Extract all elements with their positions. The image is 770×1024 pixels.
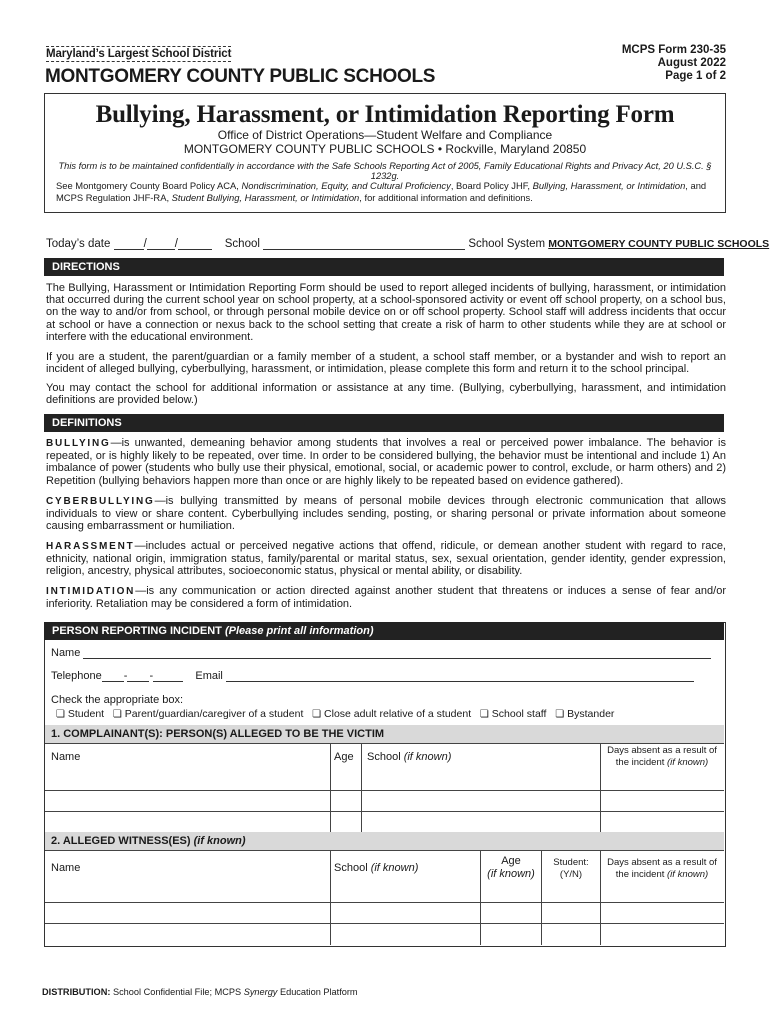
witness-days-header [602, 857, 722, 880]
checkbox-icon: ❏ [479, 709, 489, 720]
definition-text: —is unwanted, demeaning behavior among students that involves a real or perceived power imbalance. The behavior is repeated, or is highly likely to be repeated, over time. In order to be considered bullying, the behavior must be intentional and include 1) An imbalance of power (students who bully use their physical, emotional, social, or academic power to control, exclude, or harm others) and 2) Repetition (bullying behaviors happen more than once or are highly likely to be repeated based on evidence gathered). [46, 437, 726, 487]
reporter-role-options [56, 708, 614, 720]
office-line-2: MONTGOMERY COUNTY PUBLIC SCHOOLS • Rockville, Maryland 20850 [183, 142, 587, 156]
if-known-note: (if known) [370, 862, 419, 874]
table-divider [600, 850, 601, 945]
phone-separator: - [123, 670, 128, 682]
term-harassment: HARASSMENT [46, 541, 135, 552]
reporter-name-field[interactable] [83, 658, 711, 659]
age-header-text: Age [501, 855, 521, 867]
reporter-heading-text: PERSON REPORTING INCIDENT [52, 625, 222, 637]
days-header-line2: the incident [615, 756, 665, 768]
definition-harassment [46, 540, 726, 578]
option-label: Close adult relative of a student [324, 708, 472, 720]
checkbox-icon: ❏ [112, 709, 122, 720]
directions-paragraph-2: If you are a student, the parent/guardian or a family member of a student, a school staff member, or a bystander and wish to report an incident of alleged bullying, cyberbullying, harassment, or intimidation, please complete this form and return it to the school principal. [46, 351, 726, 376]
title-block [44, 93, 726, 213]
school-header-text: School [367, 751, 401, 763]
table-divider [361, 743, 362, 832]
definition-text: —is any communication or action directed against another student that threatens or induces a sense of fear and/or inferiority. Retaliation may be considered a form of intimidation. [46, 585, 726, 611]
policy-title: Student Bullying, Harassment, or Intimidation [171, 192, 360, 203]
if-known-note: (if known) [667, 868, 709, 880]
term-bullying: BULLYING [46, 438, 111, 449]
complainant-age-header: Age [334, 751, 354, 763]
definition-cyberbullying [46, 495, 726, 533]
policy-title: Bullying, Harassment, or Intimidation [532, 180, 686, 191]
witness-student-header [542, 857, 600, 880]
definition-bullying [46, 437, 726, 487]
if-known-note: (if known) [403, 751, 452, 763]
checkbox-bystander[interactable] [555, 708, 614, 720]
directions-heading: DIRECTIONS [44, 258, 724, 276]
definition-intimidation [46, 585, 726, 610]
option-label: Student [67, 708, 105, 720]
complainant-heading: 1. COMPLAINANT(S): PERSON(S) ALLEGED TO BE THE VICTIM [45, 725, 724, 743]
form-title: Bullying, Harassment, or Intimidation Reporting Form [95, 101, 675, 128]
table-rule [45, 902, 724, 903]
checkbox-icon: ❏ [555, 709, 565, 720]
distribution-note [42, 987, 358, 997]
policy-text: See Montgomery County Board Policy ACA, [56, 180, 242, 191]
date-day-field[interactable] [147, 249, 175, 250]
email-field[interactable] [226, 681, 694, 682]
policy-text: , and MCPS Regulation JHF-RA, [56, 180, 707, 203]
reporter-contact-row [51, 670, 694, 682]
table-rule [45, 790, 724, 791]
telephone-line-field[interactable] [153, 681, 183, 682]
date-year-field[interactable] [178, 249, 212, 250]
school-field[interactable] [263, 249, 465, 250]
term-intimidation: INTIMIDATION [46, 586, 136, 597]
option-label: Parent/guardian/caregiver of a student [124, 708, 304, 720]
table-rule [45, 743, 724, 744]
school-system-value: MONTGOMERY COUNTY PUBLIC SCHOOLS [548, 238, 770, 250]
table-divider [600, 743, 601, 832]
policy-note [56, 180, 717, 204]
checkbox-student[interactable] [56, 708, 104, 720]
checkbox-icon: ❏ [312, 709, 322, 720]
school-header-text: School [334, 862, 368, 874]
distribution-platform: Synergy [243, 987, 278, 997]
form-identifier [622, 44, 726, 83]
complainant-school-header [367, 751, 451, 763]
definition-text: —includes actual or perceived negative actions that offend, ridicule, or demean another student with regard to race, ethnicity, national origin, immigration status, family/parental or marital status, sex, sexual orientation, gender identity, gender expression, religion, ancestry, physical attributes, socioeconomic status, physical or mental ability, or disability. [46, 540, 726, 578]
policy-text: , for additional information and definitions. [359, 192, 533, 203]
table-divider [330, 743, 331, 832]
policy-text: , Board Policy JHF, [450, 180, 533, 191]
date-separator: / [174, 238, 178, 250]
witness-heading-text: 2. ALLEGED WITNESS(ES) [51, 835, 191, 847]
definitions-heading: DEFINITIONS [44, 414, 724, 432]
page-number: Page 1 of 2 [665, 70, 726, 82]
check-label: Check the appropriate box: [51, 694, 184, 706]
option-label: Bystander [567, 708, 615, 720]
complainant-name-input[interactable] [45, 770, 329, 789]
distribution-label: DISTRIBUTION: [42, 987, 111, 997]
office-line-1: Office of District Operations—Student Welfare and Compliance [217, 128, 553, 142]
directions-paragraph-3: You may contact the school for additional information or assistance at any time. (Bullying, cyberbullying, harassment, and intimidation definitions are provided below.) [46, 382, 726, 407]
reporter-heading [44, 622, 724, 640]
reporter-name-label: Name [51, 647, 81, 659]
table-divider [330, 850, 331, 945]
checkbox-relative[interactable] [312, 708, 471, 720]
distribution-text: Education Platform [277, 987, 358, 997]
term-cyberbullying: CYBERBULLYING [46, 496, 155, 507]
school-label: School [224, 238, 260, 250]
complainant-name-header: Name [51, 751, 81, 763]
confidential-note: This form is to be maintained confidentially in accordance with the Safe Schools Reporting Act of 2005, Family Educational Rights and Privacy Act, 20 U.S.C. § 1232g. [58, 161, 712, 181]
email-label: Email [195, 670, 223, 682]
date-separator: / [143, 238, 147, 250]
telephone-area-field[interactable] [102, 681, 124, 682]
complainant-days-header [602, 745, 722, 768]
telephone-label: Telephone [51, 670, 102, 682]
district-tagline: Maryland’s Largest School District [46, 48, 232, 60]
form-date: August 2022 [657, 57, 726, 69]
witness-school-header [334, 862, 418, 874]
if-known-note: (if known) [667, 756, 709, 768]
option-label: School staff [491, 708, 547, 720]
telephone-prefix-field[interactable] [127, 681, 149, 682]
date-school-row [46, 238, 770, 250]
student-header-text: Student: [553, 857, 589, 868]
form-number: MCPS Form 230-35 [621, 44, 726, 56]
days-header-line1: Days absent as a result of [607, 745, 717, 756]
days-header-line1: Days absent as a result of [607, 857, 717, 868]
table-rule [45, 923, 724, 924]
definition-text: —is bullying transmitted by means of personal mobile devices through electronic communication that allows individuals to view or share content. Cyberbullying includes sending, posting, or sharing personal or private information about someone causing embarrassment or humiliation. [46, 495, 726, 533]
witness-name-header: Name [51, 862, 81, 874]
checkbox-staff[interactable] [480, 708, 547, 720]
witness-heading [45, 832, 724, 850]
distribution-text: School Confidential File; MCPS [112, 987, 244, 997]
policy-title: Nondiscrimination, Equity, and Cultural Proficiency [241, 180, 451, 191]
reporter-heading-note: (Please print all information) [224, 625, 374, 637]
date-month-field[interactable] [114, 249, 144, 250]
if-known-note: (if known) [487, 868, 535, 880]
phone-separator: - [149, 670, 154, 682]
reporter-name-row [51, 647, 711, 659]
witness-heading-note: (if known) [193, 835, 246, 847]
table-rule [45, 850, 724, 851]
student-yn-text: (Y/N) [559, 868, 583, 880]
directions-paragraph-1: The Bullying, Harassment or Intimidation Reporting Form should be used to report alleged incidents of bullying, harassment, or intimidation that occurred during the current school year on school property, at a school-sponsored activity or event off school property, on a school bus, on the way to and/or from school, or through personal mobile device on or off school property. School staff will address incidents that occur at school or have a connection or nexus back to the school setting that create a risk of harm to other students while they are at school or interfere with the educational environment. [46, 282, 726, 343]
witness-age-header [481, 855, 541, 881]
table-rule [45, 811, 724, 812]
days-header-line2: the incident [615, 868, 665, 880]
checkbox-parent[interactable] [113, 708, 304, 720]
date-label: Today’s date [46, 238, 111, 250]
district-name: MONTGOMERY COUNTY PUBLIC SCHOOLS [45, 66, 436, 87]
checkbox-icon: ❏ [56, 709, 65, 720]
school-system-label: School System [468, 238, 546, 250]
